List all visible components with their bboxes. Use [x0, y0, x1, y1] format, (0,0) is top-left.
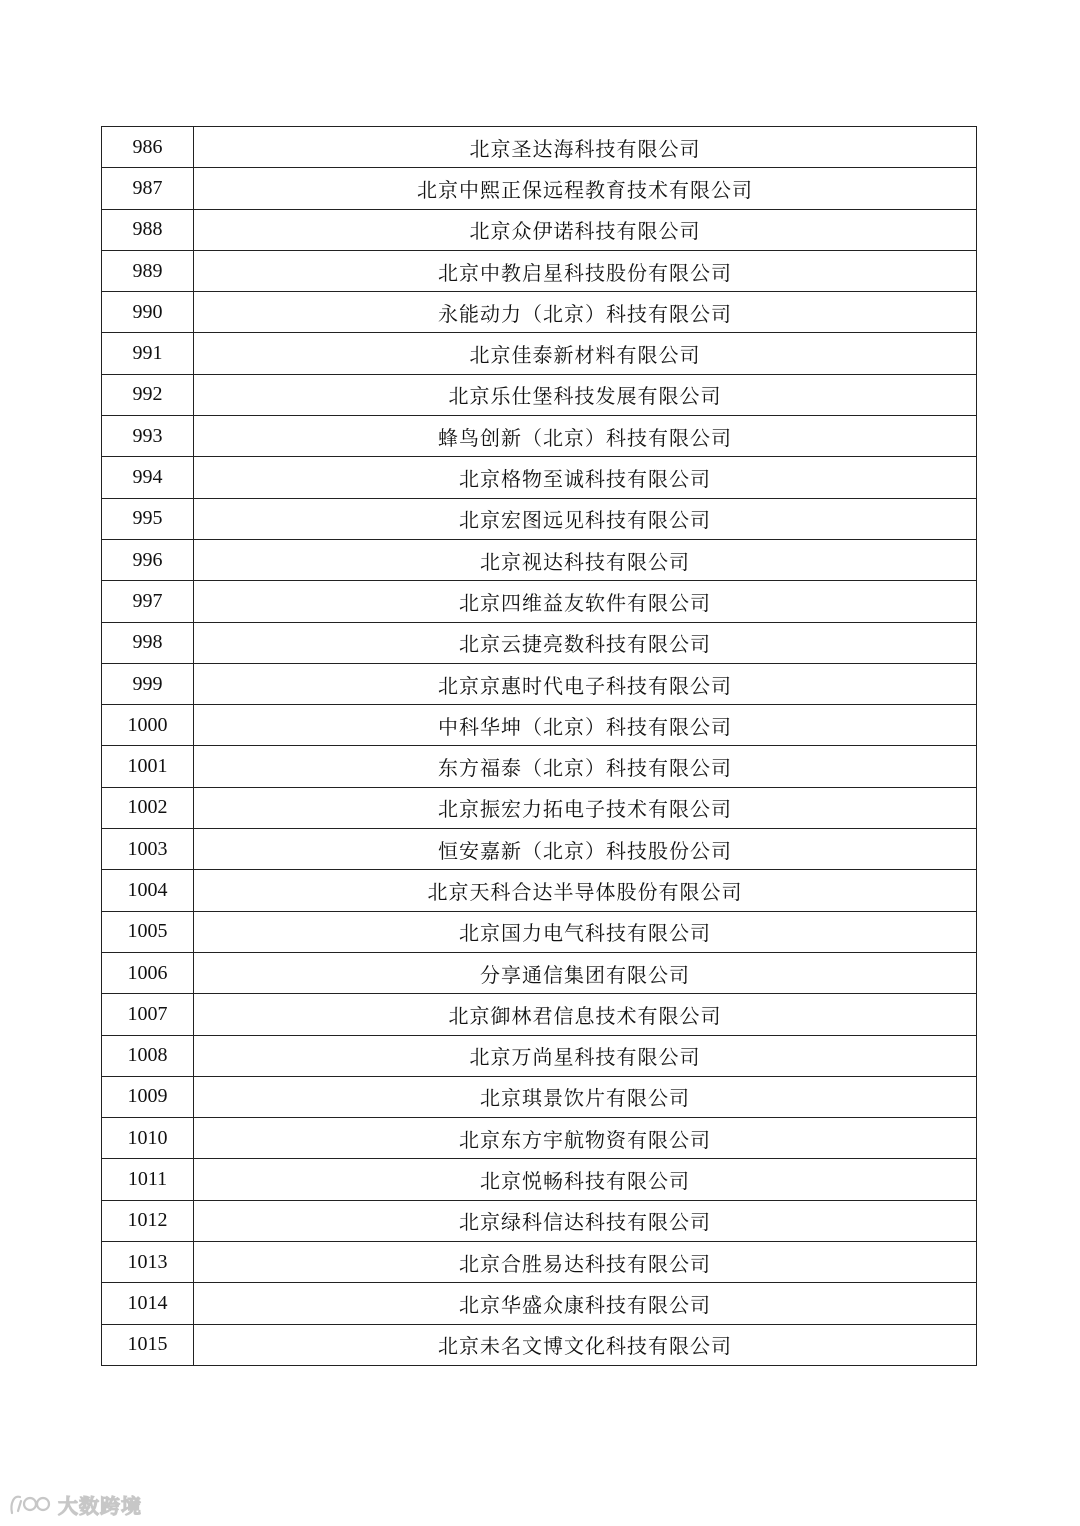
row-number-cell: 1006 — [102, 952, 194, 993]
company-name-cell: 北京佳泰新材料有限公司 — [194, 333, 977, 374]
table-row — [102, 539, 977, 580]
row-number-cell: 998 — [102, 622, 194, 663]
company-name-cell: 北京万尚星科技有限公司 — [194, 1035, 977, 1076]
table-row — [102, 746, 977, 787]
row-number-cell: 1009 — [102, 1076, 194, 1117]
row-number-cell: 987 — [102, 168, 194, 209]
company-name-cell: 北京国力电气科技有限公司 — [194, 911, 977, 952]
table-row — [102, 127, 977, 168]
table-row — [102, 829, 977, 870]
company-name-cell: 北京未名文博文化科技有限公司 — [194, 1324, 977, 1365]
table-row — [102, 1200, 977, 1241]
table-row — [102, 705, 977, 746]
row-number-cell: 1013 — [102, 1242, 194, 1283]
row-number-cell: 1012 — [102, 1200, 194, 1241]
row-number-cell: 1003 — [102, 829, 194, 870]
table-row — [102, 498, 977, 539]
table-row — [102, 1159, 977, 1200]
table-row — [102, 870, 977, 911]
row-number-cell: 1014 — [102, 1283, 194, 1324]
company-name-cell: 北京御林君信息技术有限公司 — [194, 994, 977, 1035]
watermark — [8, 1488, 142, 1520]
table-row — [102, 911, 977, 952]
table-row — [102, 1118, 977, 1159]
table-row — [102, 994, 977, 1035]
row-number-cell: 1015 — [102, 1324, 194, 1365]
company-name-cell: 北京云捷亮数科技有限公司 — [194, 622, 977, 663]
row-number-cell: 996 — [102, 539, 194, 580]
table-row — [102, 1035, 977, 1076]
company-name-cell: 北京中教启星科技股份有限公司 — [194, 250, 977, 291]
row-number-cell: 991 — [102, 333, 194, 374]
table-row — [102, 416, 977, 457]
company-name-cell: 北京格物至诚科技有限公司 — [194, 457, 977, 498]
row-number-cell: 1002 — [102, 787, 194, 828]
table-row — [102, 209, 977, 250]
company-name-cell: 北京圣达海科技有限公司 — [194, 127, 977, 168]
row-number-cell: 1001 — [102, 746, 194, 787]
row-number-cell: 988 — [102, 209, 194, 250]
company-name-cell: 永能动力（北京）科技有限公司 — [194, 292, 977, 333]
company-name-cell: 北京视达科技有限公司 — [194, 539, 977, 580]
brand-logo-icon — [8, 1491, 52, 1517]
row-number-cell: 997 — [102, 581, 194, 622]
company-name-cell: 北京众伊诺科技有限公司 — [194, 209, 977, 250]
company-name-cell: 北京乐仕堡科技发展有限公司 — [194, 374, 977, 415]
row-number-cell: 1004 — [102, 870, 194, 911]
company-name-cell: 蜂鸟创新（北京）科技有限公司 — [194, 416, 977, 457]
table-row — [102, 952, 977, 993]
company-name-cell: 北京四维益友软件有限公司 — [194, 581, 977, 622]
row-number-cell: 995 — [102, 498, 194, 539]
company-name-cell: 北京振宏力拓电子技术有限公司 — [194, 787, 977, 828]
company-name-cell: 恒安嘉新（北京）科技股份公司 — [194, 829, 977, 870]
row-number-cell: 993 — [102, 416, 194, 457]
company-name-cell: 北京绿科信达科技有限公司 — [194, 1200, 977, 1241]
company-name-cell: 北京宏图远见科技有限公司 — [194, 498, 977, 539]
company-name-cell: 北京合胜易达科技有限公司 — [194, 1242, 977, 1283]
row-number-cell: 994 — [102, 457, 194, 498]
row-number-cell: 986 — [102, 127, 194, 168]
row-number-cell: 1011 — [102, 1159, 194, 1200]
table-row — [102, 663, 977, 704]
row-number-cell: 992 — [102, 374, 194, 415]
company-name-cell: 北京悦畅科技有限公司 — [194, 1159, 977, 1200]
row-number-cell: 1010 — [102, 1118, 194, 1159]
table-row — [102, 457, 977, 498]
watermark-text: 大数跨境 — [58, 1493, 142, 1518]
table-row — [102, 622, 977, 663]
row-number-cell: 1000 — [102, 705, 194, 746]
table-row — [102, 250, 977, 291]
table-row — [102, 168, 977, 209]
row-number-cell: 989 — [102, 250, 194, 291]
table-row — [102, 374, 977, 415]
row-number-cell: 1008 — [102, 1035, 194, 1076]
table-row — [102, 1283, 977, 1324]
company-name-cell: 北京中熙正保远程教育技术有限公司 — [194, 168, 977, 209]
row-number-cell: 999 — [102, 663, 194, 704]
company-name-cell: 北京琪景饮片有限公司 — [194, 1076, 977, 1117]
table-row — [102, 787, 977, 828]
company-name-cell: 北京天科合达半导体股份有限公司 — [194, 870, 977, 911]
company-name-cell: 中科华坤（北京）科技有限公司 — [194, 705, 977, 746]
company-name-cell: 北京华盛众康科技有限公司 — [194, 1283, 977, 1324]
table-row — [102, 292, 977, 333]
company-list-table — [101, 126, 977, 1366]
company-name-cell: 东方福泰（北京）科技有限公司 — [194, 746, 977, 787]
row-number-cell: 1005 — [102, 911, 194, 952]
row-number-cell: 1007 — [102, 994, 194, 1035]
company-name-cell: 北京京惠时代电子科技有限公司 — [194, 663, 977, 704]
table-row — [102, 333, 977, 374]
row-number-cell: 990 — [102, 292, 194, 333]
company-list-body — [102, 127, 977, 1366]
table-row — [102, 1324, 977, 1365]
table-row — [102, 1242, 977, 1283]
table-row — [102, 581, 977, 622]
company-name-cell: 分享通信集团有限公司 — [194, 952, 977, 993]
table-row — [102, 1076, 977, 1117]
company-name-cell: 北京东方宇航物资有限公司 — [194, 1118, 977, 1159]
